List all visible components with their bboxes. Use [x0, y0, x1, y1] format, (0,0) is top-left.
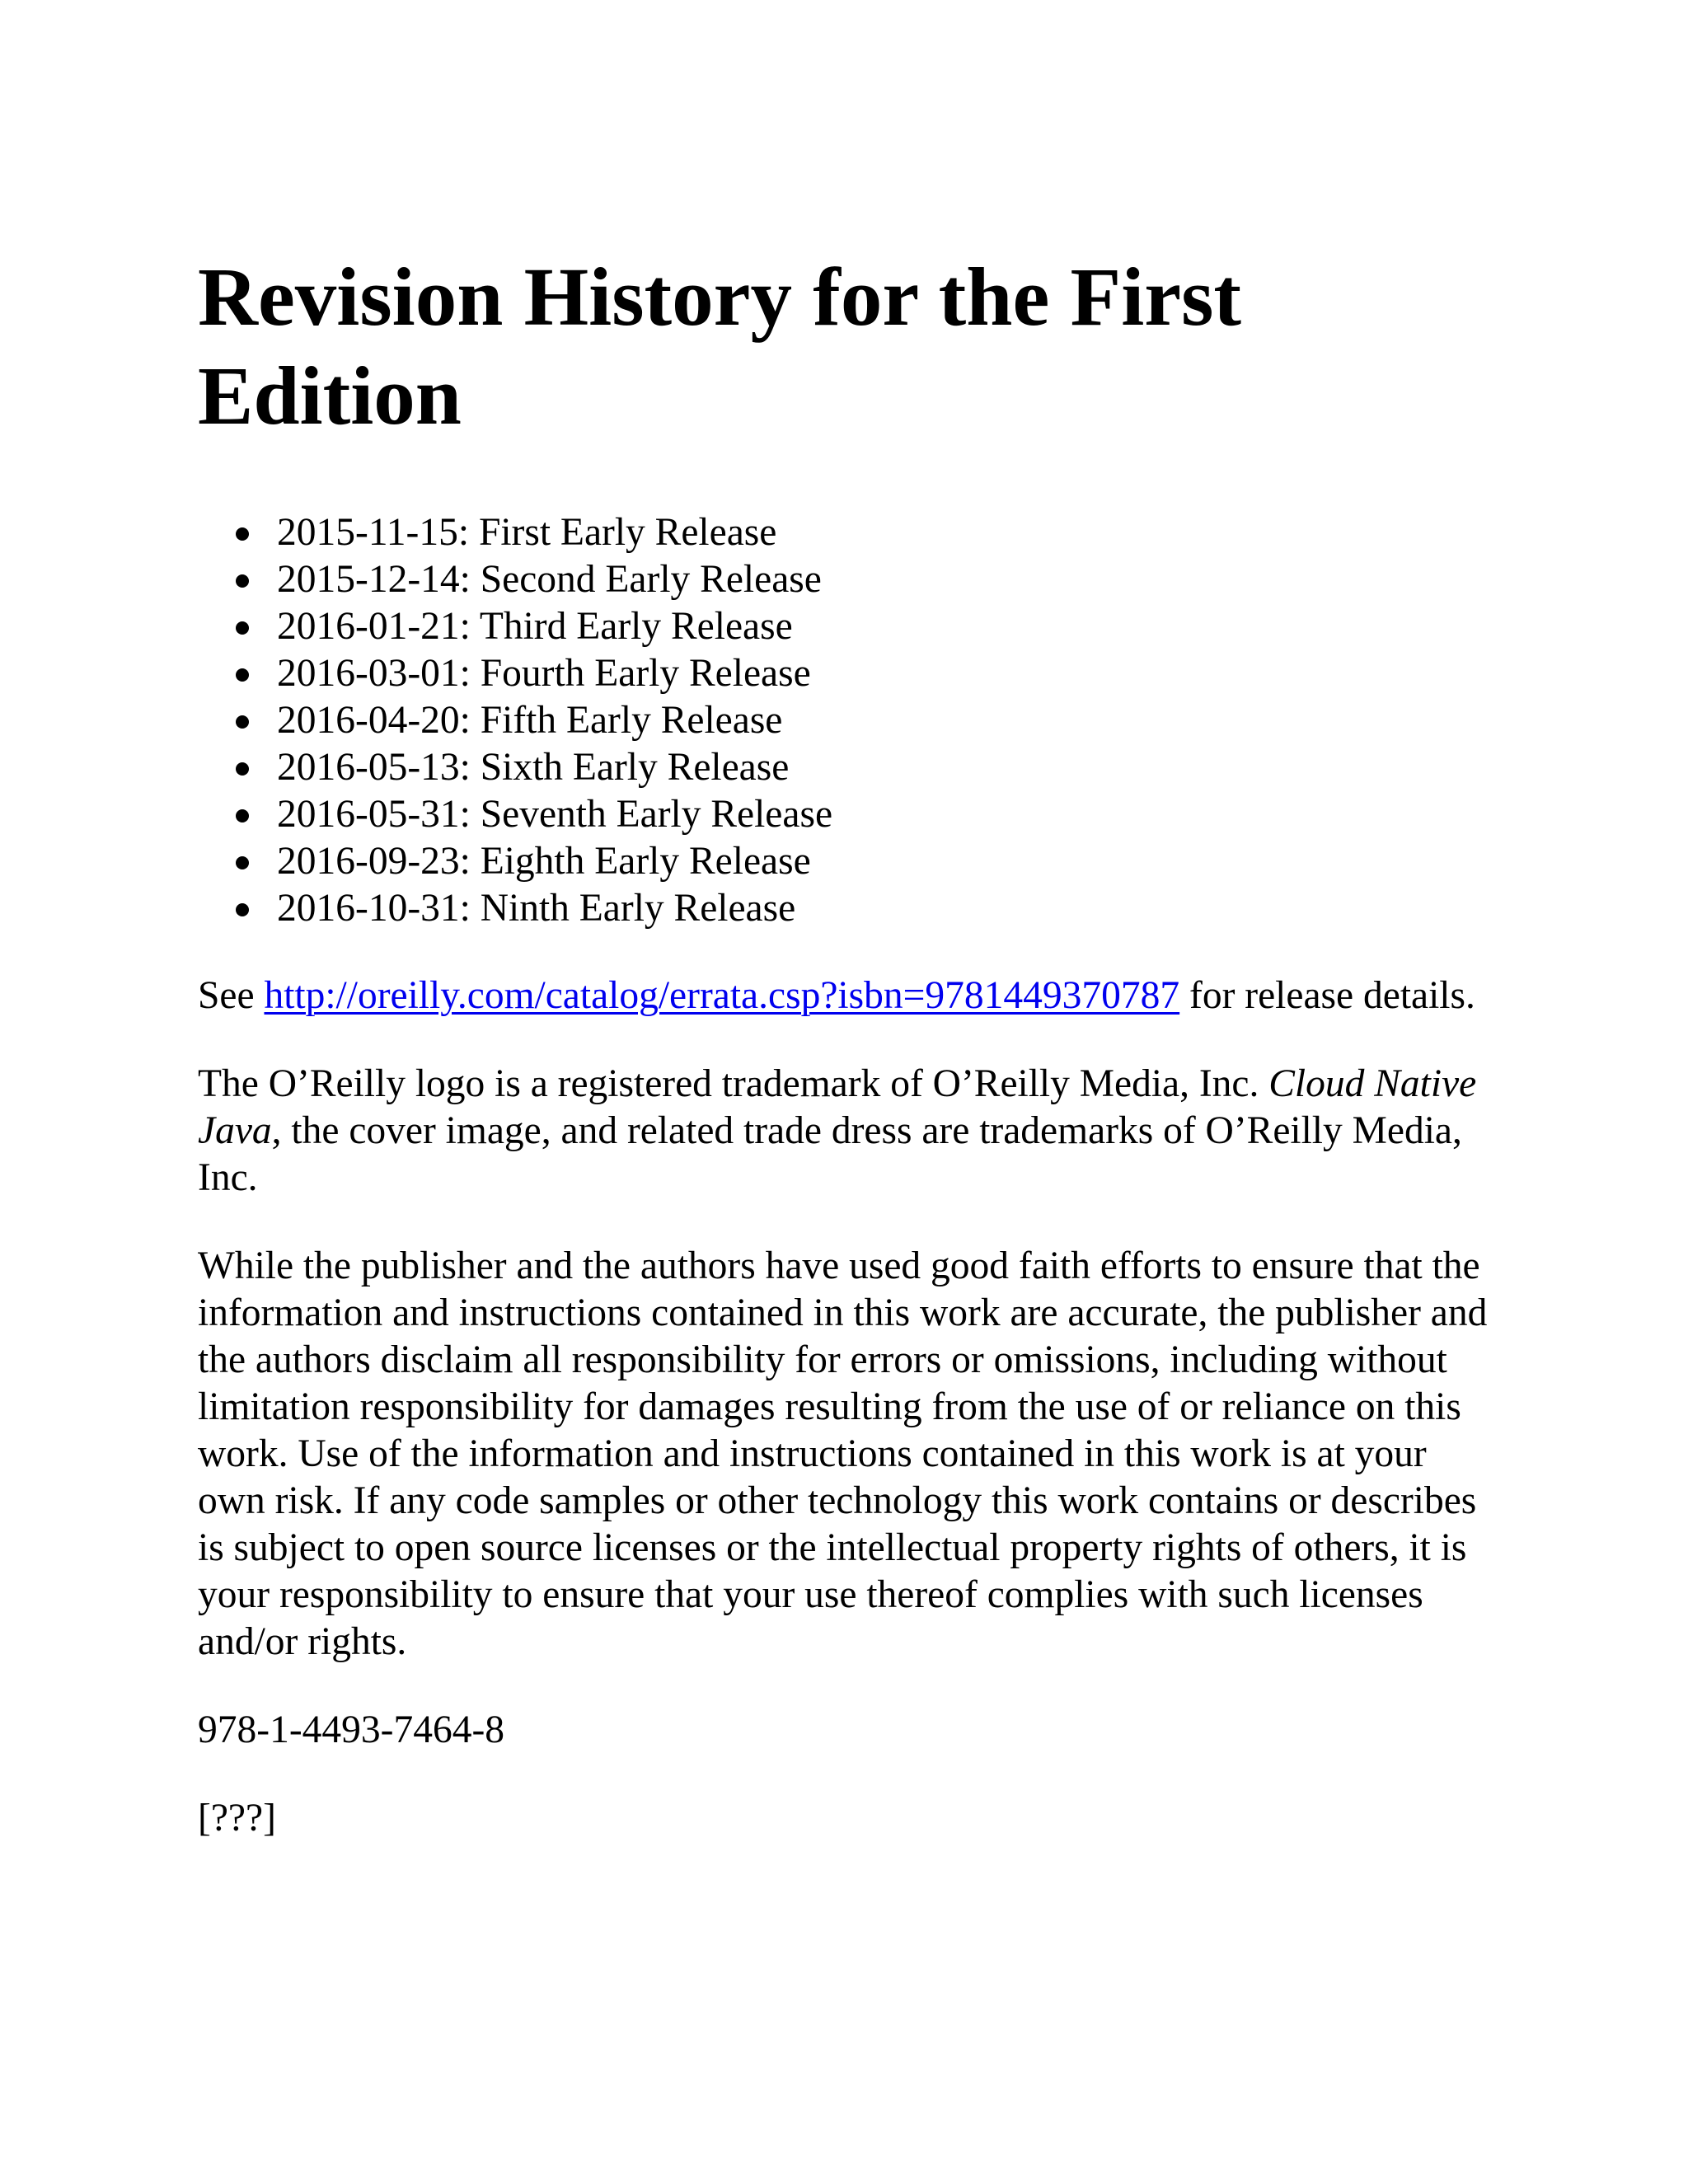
bullet-icon [236, 762, 249, 776]
errata-paragraph [198, 972, 1500, 1019]
bullet-icon [236, 574, 249, 588]
bullet-icon [236, 621, 249, 635]
release-item [277, 509, 1500, 556]
isbn-number: 978-1-4493-7464-8 [198, 1708, 505, 1751]
disclaimer-paragraph: While the publisher and the authors have used good faith efforts to ensure that the information and instructions contained in this work are accurate, the publisher and the authors disclaim all responsibility for errors or omissions, including without limitation responsibility for damages resulting from the use of or reliance on this work. Use of the information and instructions contained in this work is at your own risk. If any code samples or other technology this work contains or describes is subject to open source licenses or the intellectual property rights of others, it is your responsibility to ensure that your use thereof complies with such licenses and/or rights. [198, 1244, 1488, 1663]
release-item [277, 697, 1500, 744]
page-title: Revision History for the First Edition [198, 251, 1242, 442]
bullet-icon [236, 715, 249, 729]
placeholder-reference: [???] [198, 1797, 276, 1840]
book-title: Cloud Native Java [198, 1062, 1477, 1152]
bullet-icon [236, 903, 249, 916]
see-suffix: for release details. [1179, 974, 1475, 1017]
release-text: 2016-05-13: Sixth Early Release [277, 746, 790, 789]
release-list [198, 509, 1500, 932]
document-page [198, 247, 1500, 1842]
release-item [277, 744, 1500, 791]
release-item [277, 650, 1500, 697]
release-text: 2016-05-31: Seventh Early Release [277, 793, 833, 836]
release-item [277, 885, 1500, 932]
bullet-icon [236, 809, 249, 823]
release-text: 2016-10-31: Ninth Early Release [277, 887, 796, 930]
release-text: 2016-03-01: Fourth Early Release [277, 652, 811, 695]
trademark-text-end: , the cover image, and related trade dress are trademarks of O’Reilly Media, Inc. [198, 1109, 1462, 1199]
release-text: 2016-09-23: Eighth Early Release [277, 840, 811, 883]
trademark-paragraph [198, 1061, 1500, 1202]
release-text: 2016-04-20: Fifth Early Release [277, 699, 783, 742]
release-item [277, 603, 1500, 650]
bullet-icon [236, 856, 249, 869]
release-item [277, 791, 1500, 838]
trademark-text: The O’Reilly logo is a registered trademark of O’Reilly Media, Inc. [198, 1062, 1269, 1105]
release-text: 2015-11-15: First Early Release [277, 511, 777, 554]
bullet-icon [236, 527, 249, 541]
release-item [277, 838, 1500, 885]
see-prefix: See [198, 974, 265, 1017]
bullet-icon [236, 668, 249, 682]
release-item [277, 556, 1500, 603]
errata-link[interactable]: http://oreilly.com/catalog/errata.csp?isbn=9781449370787 [264, 974, 1180, 1017]
release-text: 2015-12-14: Second Early Release [277, 558, 822, 601]
release-text: 2016-01-21: Third Early Release [277, 605, 793, 648]
